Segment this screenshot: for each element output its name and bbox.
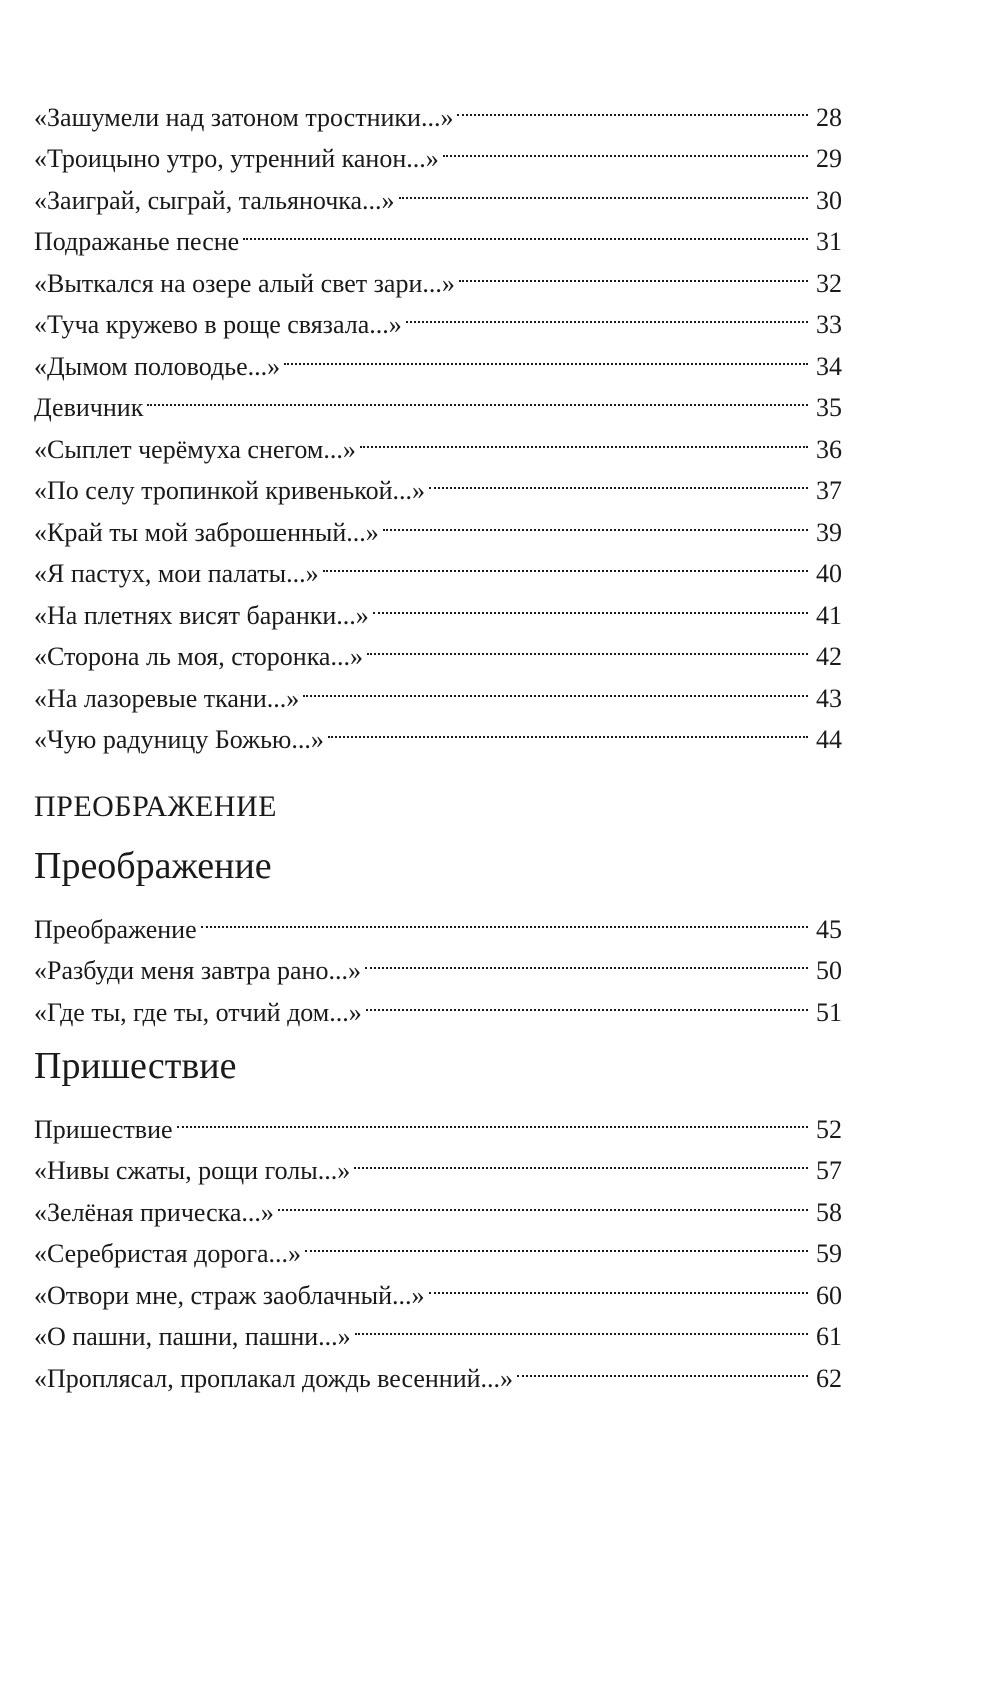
toc-entry-page-number: 60 <box>816 1280 842 1310</box>
toc-entry <box>34 1096 842 1144</box>
toc-entry-title: «Край ты мой заброшенный...» <box>34 517 379 547</box>
toc-entry-title: Преображение <box>34 914 197 944</box>
toc-entry-title: «Зелёная прическа...» <box>34 1197 274 1227</box>
toc-entry-title: «Туча кружево в роще связала...» <box>34 310 402 339</box>
toc-entry-title: «Серебристая дорога...» <box>34 1239 302 1268</box>
section-heading-preobrazhenie: Преображение <box>34 845 272 887</box>
dot-leader <box>457 84 808 126</box>
toc-entry-title: «Сыплет черёмуха снегом...» <box>34 434 356 464</box>
toc-entry-page-number: 51 <box>816 997 842 1027</box>
dot-leader <box>429 1262 808 1304</box>
toc-entry-page-number: 43 <box>816 683 842 713</box>
toc-list-top <box>34 84 842 754</box>
toc-block-top <box>34 84 842 754</box>
dot-leader <box>354 1138 808 1180</box>
dot-leader <box>303 665 808 707</box>
toc-entry-title: «Зашумели над затоном тростники...» <box>34 102 454 132</box>
toc-entry <box>34 375 842 422</box>
dot-leader <box>373 582 808 624</box>
toc-entry-page-number: 28 <box>816 102 842 132</box>
toc-entry-page-number: 50 <box>816 956 842 985</box>
toc-entry-title: «Я пастух, мои палаты...» <box>34 559 319 588</box>
dot-leader <box>443 126 808 168</box>
toc-entry-title: «Дымом половодье...» <box>34 351 281 381</box>
section-heading-prishestvie: Пришествие <box>34 1045 237 1087</box>
toc-entry-page-number: 30 <box>816 185 842 215</box>
toc-block-section-2 <box>34 1096 842 1393</box>
toc-entry-page-number: 57 <box>816 1156 842 1185</box>
toc-entry-title: «На лазоревые ткани...» <box>34 683 300 713</box>
toc-entry-title: Подражанье песне <box>34 227 240 256</box>
toc-entry <box>34 416 842 464</box>
dot-leader <box>399 167 808 209</box>
toc-entry-page-number: 32 <box>816 268 842 298</box>
toc-entry-title: «Заиграй, сыграй, тальяночка...» <box>34 185 395 215</box>
toc-entry-title: Девичник <box>34 393 144 422</box>
toc-entry-page-number: 42 <box>816 642 842 671</box>
toc-entry-page-number: 62 <box>816 1363 842 1393</box>
toc-entry-page-number: 41 <box>816 600 842 630</box>
toc-entry-title: «Троицыно утро, утренний канон...» <box>34 144 439 173</box>
dot-leader <box>355 1304 808 1346</box>
toc-entry-page-number: 31 <box>816 227 842 256</box>
dot-leader <box>328 707 808 749</box>
toc-entry-page-number: 34 <box>816 351 842 381</box>
dot-leader <box>367 624 808 666</box>
toc-entry-title: «Сторона ль моя, сторонка...» <box>34 642 363 671</box>
toc-entry-page-number: 45 <box>816 914 842 944</box>
toc-entry-title: «Проплясал, проплакал дождь весенний...» <box>34 1363 514 1393</box>
toc-entry-title: Пришествие <box>34 1114 173 1144</box>
toc-list-section-1 <box>34 896 842 1027</box>
toc-entry-page-number: 29 <box>816 144 842 173</box>
toc-entry-page-number: 58 <box>816 1197 842 1227</box>
toc-entry-title: «Разбуди меня завтра рано...» <box>34 956 361 985</box>
toc-entry-page-number: 61 <box>816 1322 842 1351</box>
toc-list-section-2 <box>34 1096 842 1393</box>
toc-entry-title: «Выткался на озере алый свет зари...» <box>34 268 455 298</box>
toc-entry <box>34 84 842 132</box>
dot-leader <box>147 375 808 417</box>
dot-leader <box>284 333 808 375</box>
toc-entry-title: «Нивы сжаты, рощи голы...» <box>34 1156 351 1185</box>
dot-leader <box>305 1221 808 1263</box>
toc-entry-title: «О пашни, пашни, пашни...» <box>34 1322 351 1351</box>
dot-leader <box>365 938 808 980</box>
toc-entry-page-number: 59 <box>816 1239 842 1268</box>
toc-entry-page-number: 40 <box>816 559 842 588</box>
toc-entry-page-number: 35 <box>816 393 842 422</box>
toc-entry-title: «Отвори мне, страж заоблачный...» <box>34 1280 425 1310</box>
dot-leader <box>323 541 808 583</box>
dot-leader <box>278 1179 808 1221</box>
dot-leader <box>366 979 808 1021</box>
dot-leader <box>201 896 808 938</box>
toc-entry-page-number: 52 <box>816 1114 842 1144</box>
toc-entry-title: «По селу тропинкой кривенькой...» <box>34 476 426 505</box>
toc-entry-page-number: 36 <box>816 434 842 464</box>
dot-leader <box>360 416 808 458</box>
dot-leader <box>517 1345 808 1387</box>
dot-leader <box>429 458 808 500</box>
toc-entry-page-number: 33 <box>816 310 842 339</box>
toc-entry-title: «Чую радуницу Божью...» <box>34 725 324 754</box>
part-title: ПРЕОБРАЖЕНИЕ <box>34 790 277 823</box>
toc-entry <box>34 896 842 944</box>
toc-entry-page-number: 44 <box>816 725 842 754</box>
dot-leader <box>383 499 808 541</box>
toc-entry-page-number: 37 <box>816 476 842 505</box>
dot-leader <box>177 1096 808 1138</box>
dot-leader <box>459 250 808 292</box>
dot-leader <box>243 209 808 251</box>
toc-entry-title: «На плетнях висят баранки...» <box>34 600 369 630</box>
dot-leader <box>406 292 808 334</box>
toc-block-section-1 <box>34 896 842 1027</box>
toc-entry-title: «Где ты, где ты, отчий дом...» <box>34 997 362 1027</box>
toc-entry-page-number: 39 <box>816 517 842 547</box>
